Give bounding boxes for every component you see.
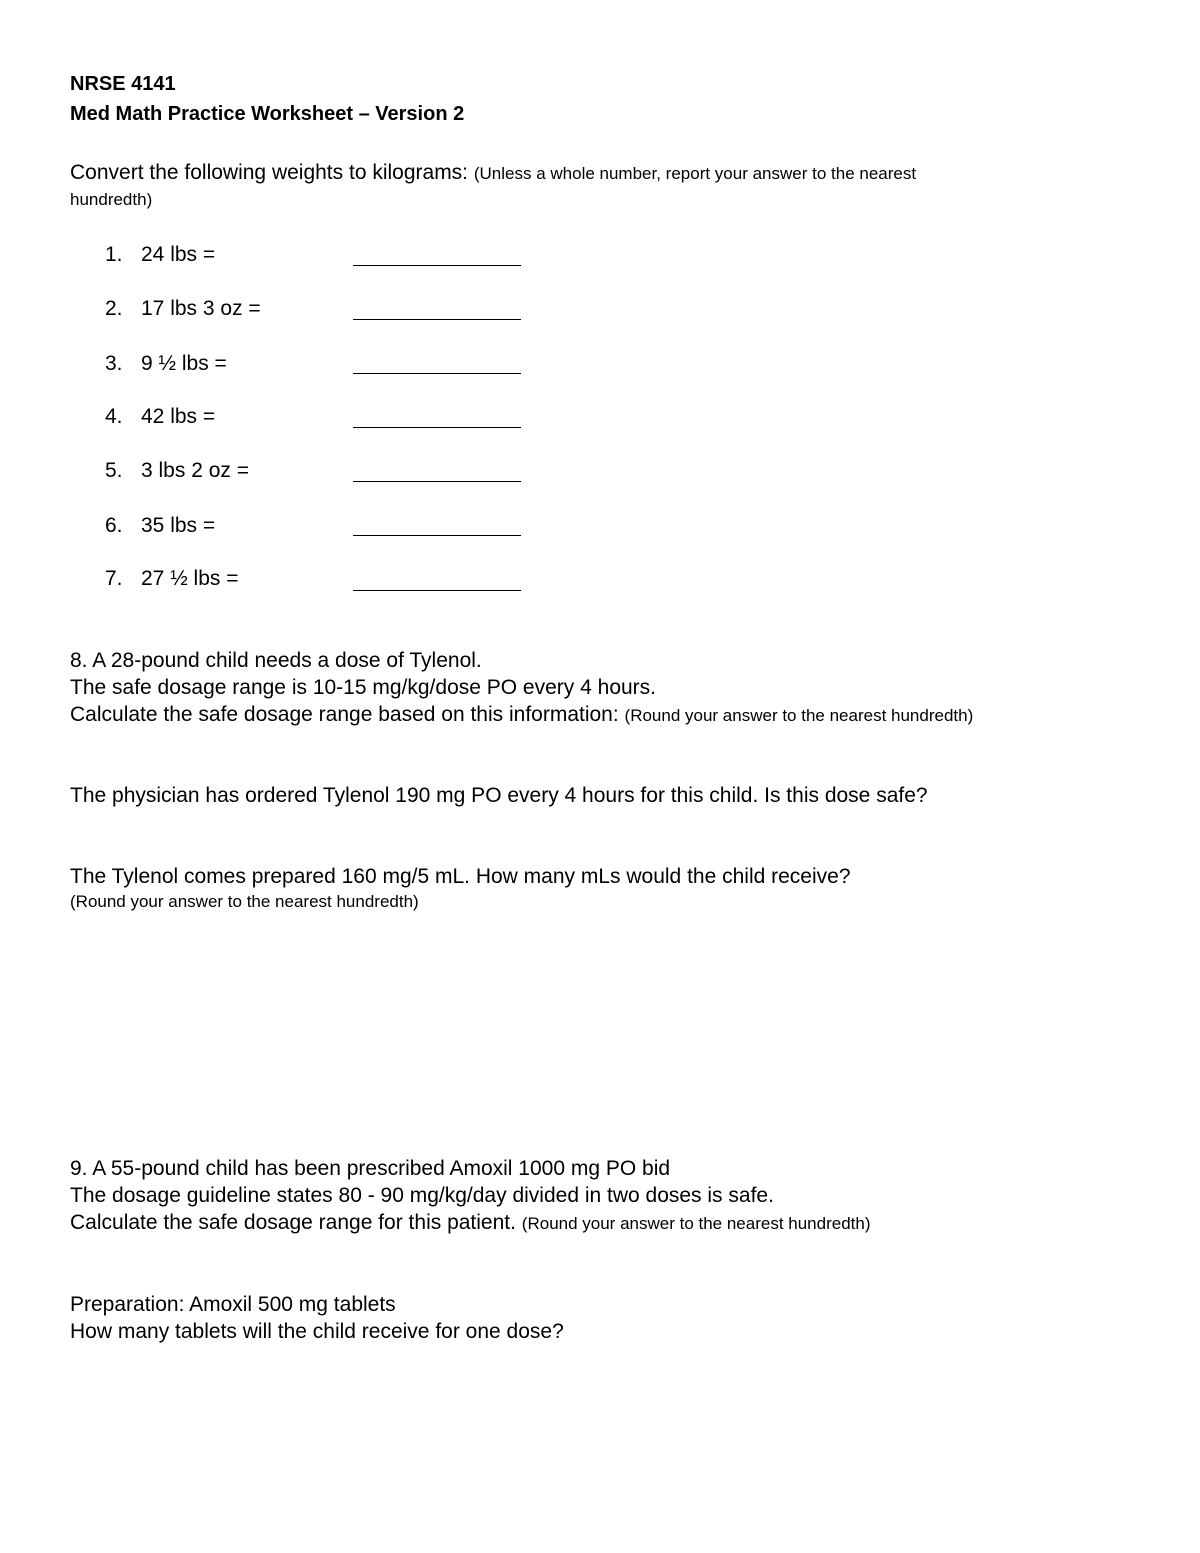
conversion-item-1 — [105, 242, 215, 268]
q8-line-2: The safe dosage range is 10-15 mg/kg/dose PO every 4 hours. — [70, 676, 657, 699]
section1-instruction — [70, 160, 916, 187]
instruction-note: (Unless a whole number, report your answer to the nearest — [473, 164, 917, 183]
q8-round-note: (Round your answer to the nearest hundredth) — [624, 706, 974, 725]
conversion-item-4 — [105, 404, 215, 430]
q9-round-note: (Round your answer to the nearest hundredth) — [521, 1214, 871, 1233]
item-number: 6. — [105, 514, 123, 537]
item-number: 4. — [105, 405, 123, 428]
item-text: 42 lbs = — [141, 405, 216, 428]
q9-line-3 — [70, 1210, 871, 1237]
q8-round-note-2: (Round your answer to the nearest hundredth) — [70, 892, 419, 911]
item-number: 3. — [105, 352, 123, 375]
q9-calc-text: Calculate the safe dosage range for this patient. — [70, 1211, 516, 1234]
q9-line-5: How many tablets will the child receive for one dose? — [70, 1320, 564, 1343]
item-number: 1. — [105, 243, 123, 266]
conversion-item-6 — [105, 513, 215, 539]
worksheet-title: Med Math Practice Worksheet – Version 2 — [70, 103, 465, 125]
conversion-item-7 — [105, 566, 238, 592]
q9-line-4: Preparation: Amoxil 500 mg tablets — [70, 1293, 396, 1316]
conversion-item-5 — [105, 458, 249, 484]
item-number: 2. — [105, 297, 123, 320]
instruction-note-continued: hundredth) — [70, 190, 153, 209]
item-text: 9 ½ lbs = — [141, 352, 227, 375]
answer-blank-6 — [353, 535, 521, 536]
item-text: 27 ½ lbs = — [141, 567, 239, 590]
answer-blank-1 — [353, 265, 521, 266]
item-text: 3 lbs 2 oz = — [141, 459, 249, 482]
item-text: 17 lbs 3 oz = — [141, 297, 261, 320]
q8-line-4: The physician has ordered Tylenol 190 mg PO every 4 hours for this child. Is this dose safe? — [70, 784, 928, 807]
q9-line-1: 9. A 55-pound child has been prescribed Amoxil 1000 mg PO bid — [70, 1157, 671, 1180]
item-number: 5. — [105, 459, 123, 482]
q8-calc-text: Calculate the safe dosage range based on this information: — [70, 703, 619, 726]
answer-blank-3 — [353, 373, 521, 374]
answer-blank-5 — [353, 481, 521, 482]
answer-blank-2 — [353, 319, 521, 320]
course-code: NRSE 4141 — [70, 73, 176, 95]
q9-line-2: The dosage guideline states 80 - 90 mg/kg/day divided in two doses is safe. — [70, 1184, 774, 1207]
item-number: 7. — [105, 567, 123, 590]
answer-blank-7 — [353, 590, 521, 591]
item-text: 35 lbs = — [141, 514, 216, 537]
instruction-text: Convert the following weights to kilograms: — [70, 161, 469, 184]
q8-line-3 — [70, 702, 973, 729]
answer-blank-4 — [353, 427, 521, 428]
q8-line-1: 8. A 28-pound child needs a dose of Tylenol. — [70, 649, 482, 672]
conversion-item-3 — [105, 351, 227, 377]
q8-line-5: The Tylenol comes prepared 160 mg/5 mL. How many mLs would the child receive? — [70, 865, 851, 888]
item-text: 24 lbs = — [141, 243, 216, 266]
conversion-item-2 — [105, 296, 261, 322]
